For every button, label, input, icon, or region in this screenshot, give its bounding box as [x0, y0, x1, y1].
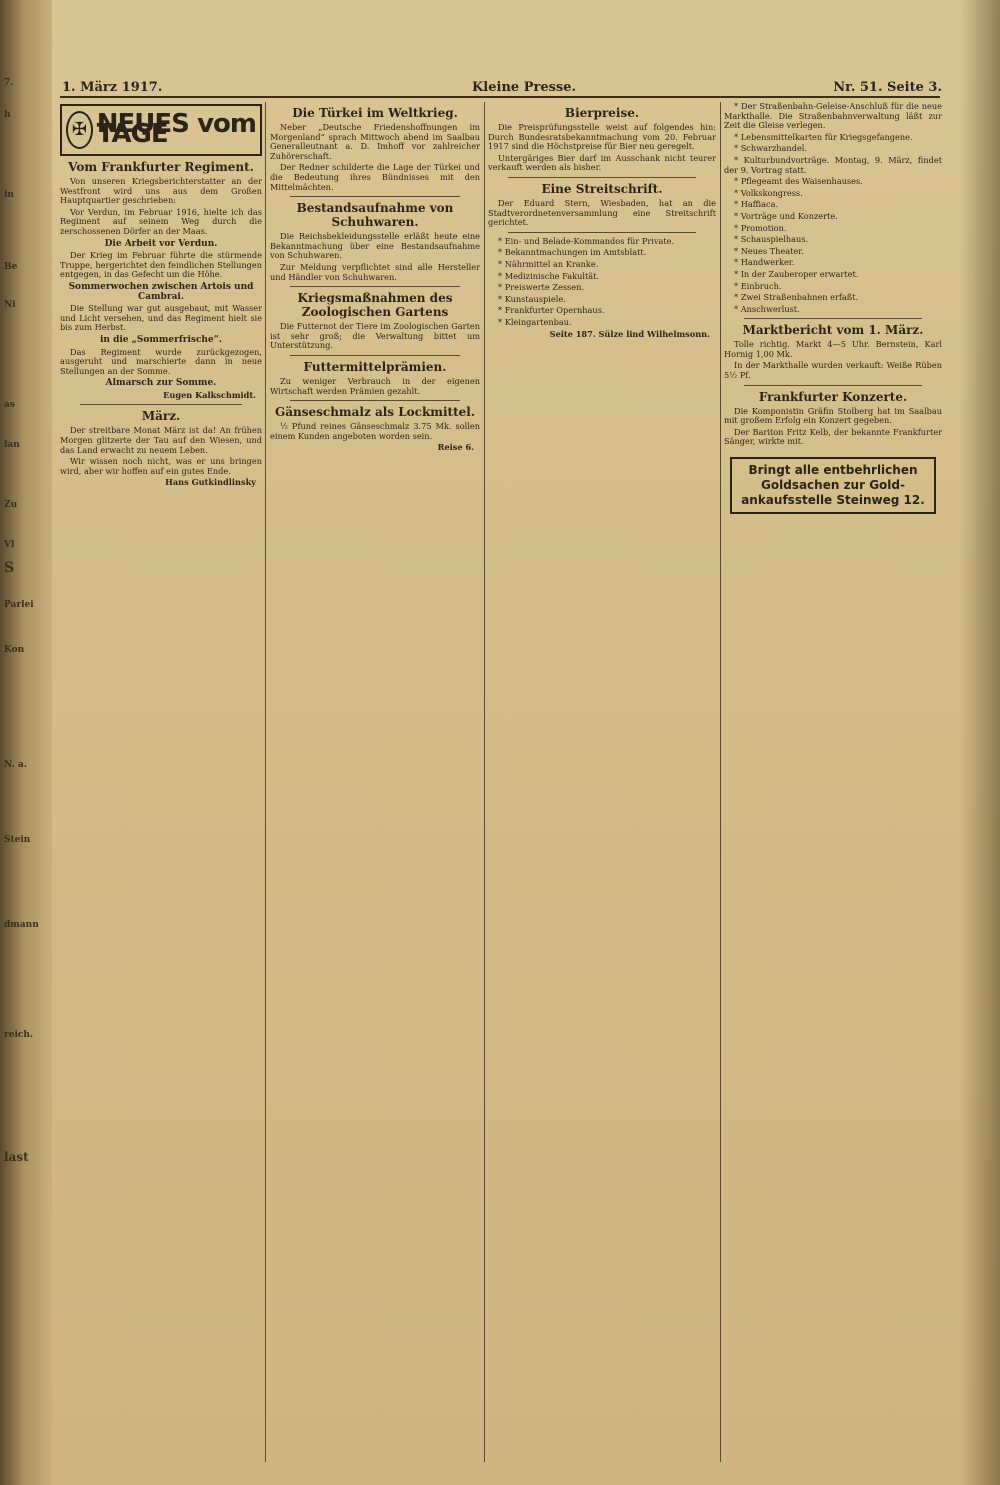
news-item: * Schauspielhaus. — [734, 234, 809, 245]
masthead-word: NEUES vom TAGE — [96, 109, 256, 149]
article-title: Eine Streitschrift. — [541, 181, 663, 196]
issue-date: 1. März 1917. — [62, 80, 163, 95]
spine-fragment: h — [4, 110, 11, 120]
news-item: * Lebensmittelkarten für Kriegsgefangene. — [734, 131, 913, 142]
article-title: Futtermittelprämien. — [303, 359, 447, 374]
article-title: Gänseschmalz als Lockmittel. — [275, 405, 475, 420]
news-item: * Volkskongress. — [734, 187, 803, 198]
news-item: * Kunstauspiele. — [498, 293, 566, 304]
article-paragraph: Die Preisprüfungsstelle weist auf folgendes hin: Durch Bundesratsbekanntmachung vom 20. Februar 1917 sind die Höchstpreise für Bier neu geregelt. — [488, 122, 716, 152]
market-item: Tolle richtig. Markt 4—5 Uhr. Bernstein, Karl Hornig 1,00 Mk. — [724, 339, 942, 359]
news-item: * Neues Theater. — [734, 245, 804, 256]
article-title: Frankfurter Konzerte. — [758, 389, 908, 404]
article-title: Vom Frankfurter Regiment. — [68, 160, 254, 174]
spine-fragment: 7. — [4, 78, 14, 88]
article-paragraph: Wir wissen noch nicht, was er uns bringen wird, aber wir hoffen auf ein gutes Ende. — [60, 456, 262, 476]
header-rule — [60, 96, 940, 98]
article-paragraph: ½ Pfund reines Gänseschmalz 3.75 Mk. sollen einem Kunden angeboten worden sein. — [270, 421, 480, 441]
article-title: Kriegsmaßnahmen des Zoologischen Gartens — [297, 291, 453, 320]
article-separator — [290, 355, 460, 356]
spine-fragment: reich. — [4, 1030, 34, 1040]
article-paragraph: Der Redner schilderte die Lage der Türkei und die Bedeutung ihres Bündnisses mit den Mittelmächten. — [270, 162, 480, 192]
spine-fragment: in — [4, 190, 14, 200]
spine-fragment: dmann — [4, 920, 39, 930]
article-paragraph: Die Reichsbekleidungsstelle erläßt heute eine Bekanntmachung über eine Bestandsaufnahme von Schuhwaren. — [270, 231, 480, 261]
column-4 — [724, 102, 942, 1462]
spine-fragment: Zu — [4, 500, 18, 510]
article-paragraph: Der streitbare Monat März ist da! An frühen Morgen glitzerte der Tau auf den Wiesen, und das Land erwacht zu neuem Leben. — [60, 425, 262, 455]
article-subhead: Sommerwochen zwischen Artois und Cambrai. — [68, 281, 254, 302]
news-item: * Kulturbundvorträge. Montag, 9. März, findet der 9. Vortrag statt. — [724, 154, 942, 175]
article-paragraph: Die Komponistin Gräfin Stolberg hat im Saalbau mit großem Erfolg ein Konzert gegeben. — [724, 405, 942, 426]
issue-number: Nr. 51. Seite 3. — [833, 80, 942, 95]
news-item: * Haffiaca. — [734, 199, 779, 210]
article-separator — [290, 196, 460, 197]
spine-fragment: Stein — [4, 835, 31, 845]
eagle-emblem-icon: ✠ — [66, 111, 93, 149]
article-paragraph: Das Regiment wurde zurückgezogen, ausgeruht und marschierte dann in neue Stellungen an der Somme. — [60, 346, 262, 376]
newspaper-page — [52, 0, 1000, 1485]
news-item: * Vorträge und Konzerte. — [734, 210, 838, 221]
author-signature: Hans Gutkindlinsky — [165, 477, 256, 488]
article-subhead: Die Arbeit vor Verdun. — [104, 238, 218, 249]
article-paragraph: Zur Meldung verpflichtet sind alle Hersteller und Händler von Schuhwaren. — [270, 261, 480, 282]
spine-fragment: Ni — [4, 300, 16, 310]
market-item: In der Markthalle wurden verkauft: Weiße Rüben 5½ Pf. — [724, 360, 942, 381]
article-paragraph: Die Stellung war gut ausgebaut, mit Wasser und Licht versehen, und das Regiment hielt sie bis zum Herbst. — [60, 303, 262, 333]
news-item: * Ein- und Belade-Kommandos für Private. — [498, 235, 675, 246]
spine-fragment: as — [4, 400, 15, 410]
column-footer: Seite 187. Sülze lind Wilhelmsonn. — [549, 328, 710, 339]
neues-vom-tage-masthead — [60, 104, 262, 156]
news-item: * Nährmittel an Kranke. — [498, 258, 599, 269]
news-item: * Kleingartenbau. — [498, 316, 572, 327]
article-separator — [744, 385, 922, 386]
spine-fragment: Parlei — [4, 600, 34, 610]
article-paragraph: Der Eduard Stern, Wiesbaden, hat an die Stadtverordnetenversammlung eine Streitschrift gerichtet. — [488, 197, 716, 228]
news-item: * Schwarzhandel. — [734, 143, 808, 154]
article-separator — [508, 232, 696, 233]
column-2 — [270, 102, 480, 1462]
article-paragraph: Die Futternot der Tiere im Zoologischen Garten ist sehr groß; die Verwaltung bittet um Unterstützung. — [270, 321, 480, 351]
article-paragraph: Vor Verdun, im Februar 1916, hielte ich das Regiment auf seinem Weg durch die zerschossenen Dörfer an der Maas. — [60, 206, 262, 236]
column-divider — [484, 102, 485, 1462]
column-3 — [488, 102, 716, 1462]
news-item: * Medizinische Fakultät. — [498, 270, 600, 281]
column-divider — [720, 102, 721, 1462]
article-title: Bestandsaufnahme von Schuhwaren. — [296, 201, 454, 230]
column-1 — [60, 102, 262, 1462]
adjacent-page-spine — [0, 0, 52, 1485]
news-item: * Preiswerte Zessen. — [498, 282, 584, 293]
article-separator — [508, 177, 696, 178]
news-item: * Bekanntmachungen im Amtsblatt. — [498, 247, 647, 258]
article-separator — [290, 400, 460, 401]
spine-fragment: Be — [4, 262, 18, 272]
news-item: * Pflegeamt des Waisenhauses. — [734, 176, 863, 187]
article-subhead: in die „Sommerfrische“. — [99, 334, 223, 345]
article-paragraph: Der Krieg im Februar führte die stürmende Truppe, hergerichtet den feindlichen Stellungen entgegen, in das Gefecht um die Höhe. — [60, 250, 262, 280]
spine-fragment: lan — [4, 440, 20, 450]
article-title: Die Türkei im Weltkrieg. — [292, 106, 458, 120]
page-edge-shadow — [960, 0, 1000, 1485]
paper-name: Kleine Presse. — [472, 80, 577, 95]
article-separator — [290, 286, 460, 287]
spine-fragment: N. a. — [4, 760, 27, 770]
spine-fragment: S — [4, 560, 15, 576]
article-paragraph: Untergäriges Bier darf im Ausschank nicht teurer verkauft werden als bisher. — [488, 152, 716, 173]
news-item: * Der Straßenbahn-Geleise-Anschluß für die neue Markthalle. Die Straßenbahnverwaltung läßt zur Zeit die Gleise verlegen. — [724, 102, 942, 131]
article-title: Bierpreise. — [564, 106, 640, 120]
column-divider — [265, 102, 266, 1462]
news-item: * Handwerker. — [734, 257, 795, 268]
article-paragraph: Von unseren Kriegsberichterstatter an der Westfront wird uns aus dem Großen Hauptquartier geschrieben: — [60, 176, 262, 206]
article-paragraph: Zu weniger Verbrauch in der eigenen Wirtschaft werden Prämien gezahlt. — [270, 375, 480, 396]
spine-fragment: Kon — [4, 645, 25, 655]
news-item: * Zwei Straßenbahnen erfaßt. — [734, 292, 859, 303]
article-paragraph: Der Bariton Fritz Kelb, der bekannte Frankfurter Sänger, wirkte mit. — [724, 426, 942, 447]
news-item: * Einbruch. — [734, 280, 782, 291]
news-item: * Promotion. — [734, 222, 787, 233]
article-separator — [80, 404, 242, 405]
gold-ankauf-advertisement: Bringt alle entbehrlichen Goldsachen zur Gold-ankaufsstelle Steinweg 12. — [730, 457, 936, 514]
spine-fragment: Vl — [4, 540, 15, 550]
news-item: * Frankfurter Opernhaus. — [498, 305, 605, 316]
article-title: Marktbericht vom 1. März. — [742, 323, 924, 338]
spine-fragment: last — [4, 1150, 29, 1164]
article-paragraph: Neber „Deutsche Friedenshoffnungen im Morgenland“ sprach Mittwoch abend im Saalbau Generalleutnant a. D. Imhoff vor zahlreicher Zuhörerschaft. — [270, 122, 480, 161]
author-signature: Eugen Kalkschmidt. — [163, 389, 256, 400]
column-footer: Reise 6. — [437, 442, 474, 453]
news-item: * In der Zauberoper erwartet. — [734, 268, 859, 279]
article-separator — [744, 318, 922, 319]
article-title: März. — [141, 409, 181, 424]
article-subhead: Almarsch zur Somme. — [105, 378, 217, 389]
news-item: * Anschwerlust. — [734, 303, 800, 314]
